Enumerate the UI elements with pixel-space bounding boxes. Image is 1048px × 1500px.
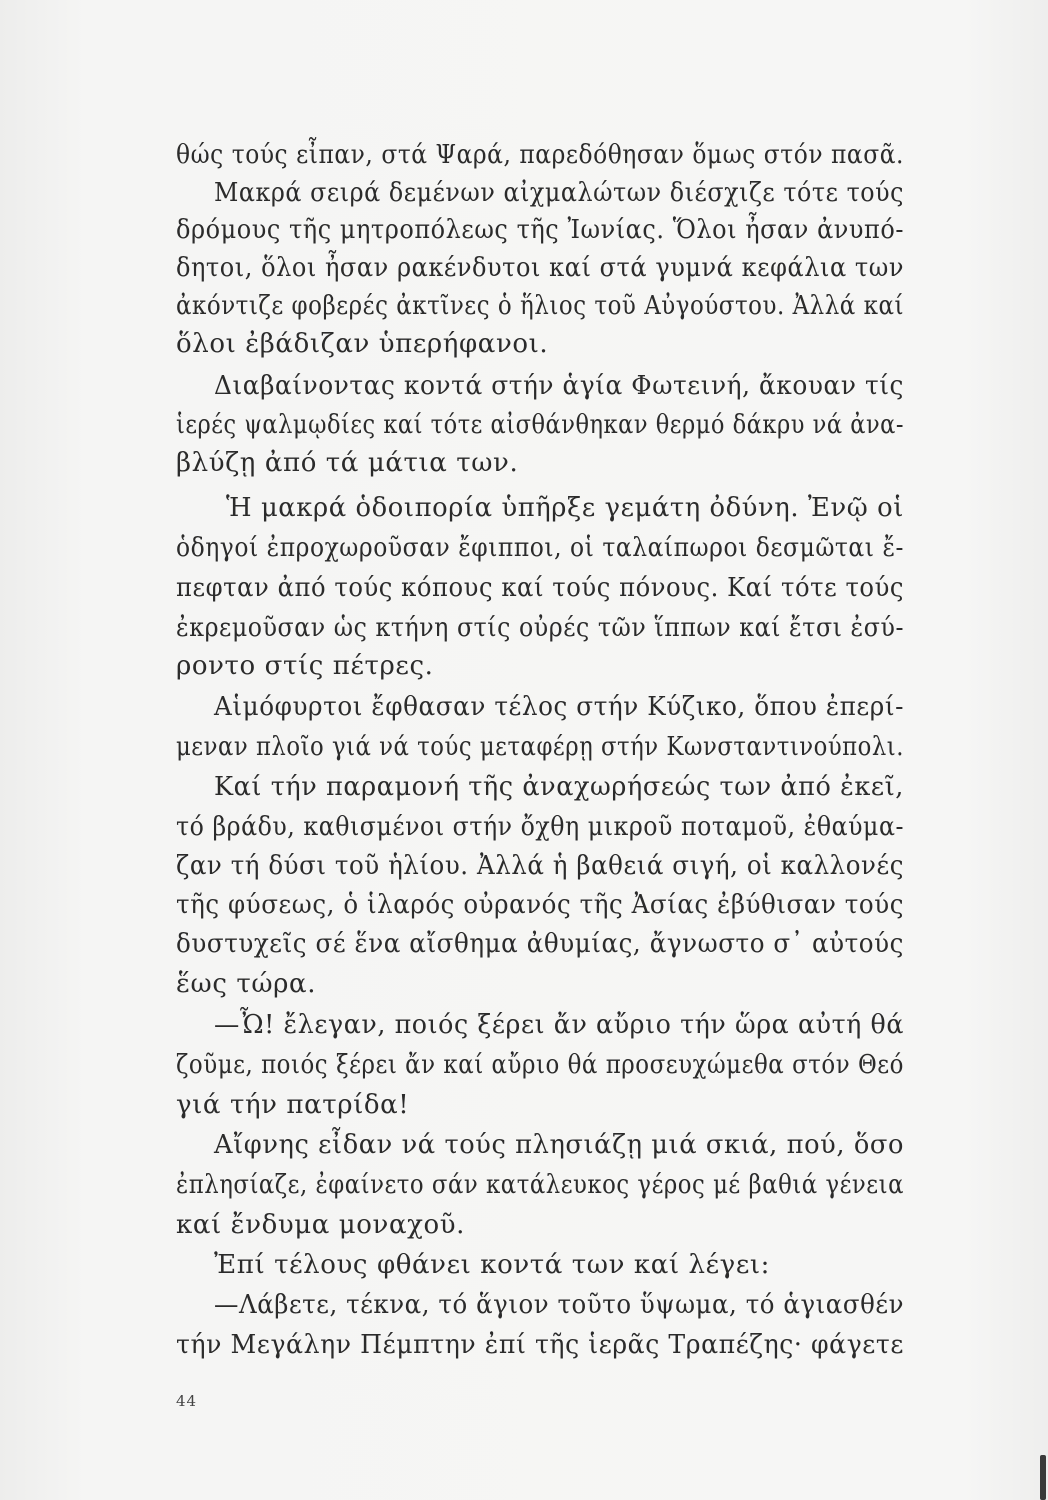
text-line: —Ὦ! ἔλεγαν, ποιός ξέρει ἄν αὔριο τήν ὥρα αὐτή θά [214,1010,904,1040]
text-line: δητοι, ὅλοι ἦσαν ρακένδυτοι καί στά γυμνά κεφάλια των [176,253,904,283]
text-line: Διαβαίνοντας κοντά στήν ἁγία Φωτεινή, ἄκουαν τίς [214,371,904,401]
text-line: —Λάβετε, τέκνα, τό ἅγιον τοῦτο ὕψωμα, τό ἁγιασθέν [214,1290,904,1320]
text-line: Ἐπί τέλους φθάνει κοντά των καί λέγει: [214,1250,771,1280]
text-line: γιά τήν πατρίδα! [176,1090,410,1120]
text-line: ἕως τώρα. [176,969,317,999]
text-line: ἐπλησίαζε, ἐφαίνετο σάν κατάλευκος γέρος μέ βαθιά γένεια [176,1170,904,1200]
text-line: πεφταν ἀπό τούς κόπους καί τούς πόνους. Καί τότε τούς [176,573,904,603]
text-line: ἱερές ψαλμῳδίες καί τότε αἰσθάνθηκαν θερμό δάκρυ νά ἀνα- [176,410,904,440]
text-line: τήν Μεγάλην Πέμπτην ἐπί τῆς ἱερᾶς Τραπέζης· φάγετε [176,1330,904,1360]
text-line: τό βράδυ, καθισμένοι στήν ὄχθη μικροῦ ποταμοῦ, ἐθαύμα- [176,812,904,842]
text-line: καί ἔνδυμα μοναχοῦ. [176,1210,465,1240]
text-line: Αἱμόφυρτοι ἔφθασαν τέλος στήν Κύζικο, ὅπου ἐπερί- [214,692,904,722]
text-line: δρόμους τῆς μητροπόλεως τῆς Ἰωνίας. Ὅλοι ἦσαν ἀνυπό- [176,215,904,245]
text-line: ἐκρεμοῦσαν ὡς κτήνη στίς οὐρές τῶν ἵππων καί ἔτσι ἐσύ- [176,613,904,643]
text-line: θώς τούς εἶπαν, στά Ψαρά, παρεδόθησαν ὅμως στόν πασᾶ. [176,140,904,170]
text-line: Μακρά σειρά δεμένων αἰχμαλώτων διέσχιζε τότε τούς [214,178,904,208]
text-line: δυστυχεῖς σέ ἕνα αἴσθημα ἀθυμίας, ἄγνωστο σ᾿ αὐτούς [176,929,904,959]
text-line: ὁδηγοί ἐπροχωροῦσαν ἔφιπποι, οἱ ταλαίπωροι δεσμῶται ἔ- [176,533,904,563]
page-number: 44 [176,1392,198,1410]
text-line: ὅλοι ἐβάδιζαν ὑπερήφανοι. [176,329,549,359]
text-line: ροντο στίς πέτρες. [176,651,434,681]
text-line: βλύζῃ ἀπό τά μάτια των. [176,448,519,478]
text-line: τῆς φύσεως, ὁ ἱλαρός οὐρανός τῆς Ἀσίας ἐβύθισαν τούς [176,890,904,920]
text-line: ζοῦμε, ποιός ξέρει ἄν καί αὔριο θά προσευχώμεθα στόν Θεό [176,1050,904,1080]
text-line: Καί τήν παραμονή τῆς ἀναχωρήσεώς των ἀπό ἐκεῖ, [214,772,904,802]
text-line: ζαν τή δύσι τοῦ ἡλίου. Ἀλλά ἡ βαθειά σιγή, οἱ καλλονές [176,851,904,881]
scan-edge-mark [1040,1455,1046,1500]
text-line: Αἴφνης εἶδαν νά τούς πλησιάζῃ μιά σκιά, πού, ὅσο [214,1130,904,1160]
text-line: Ἡ μακρά ὁδοιπορία ὑπῆρξε γεμάτη ὀδύνη. Ἐνῷ οἱ [226,493,904,523]
text-line: μεναν πλοῖο γιά νά τούς μεταφέρῃ στήν Κωνσταντινούπολι. [176,732,904,762]
text-line: ἀκόντιζε φοβερές ἀκτῖνες ὁ ἥλιος τοῦ Αὐγούστου. Ἀλλά καί [176,291,904,321]
